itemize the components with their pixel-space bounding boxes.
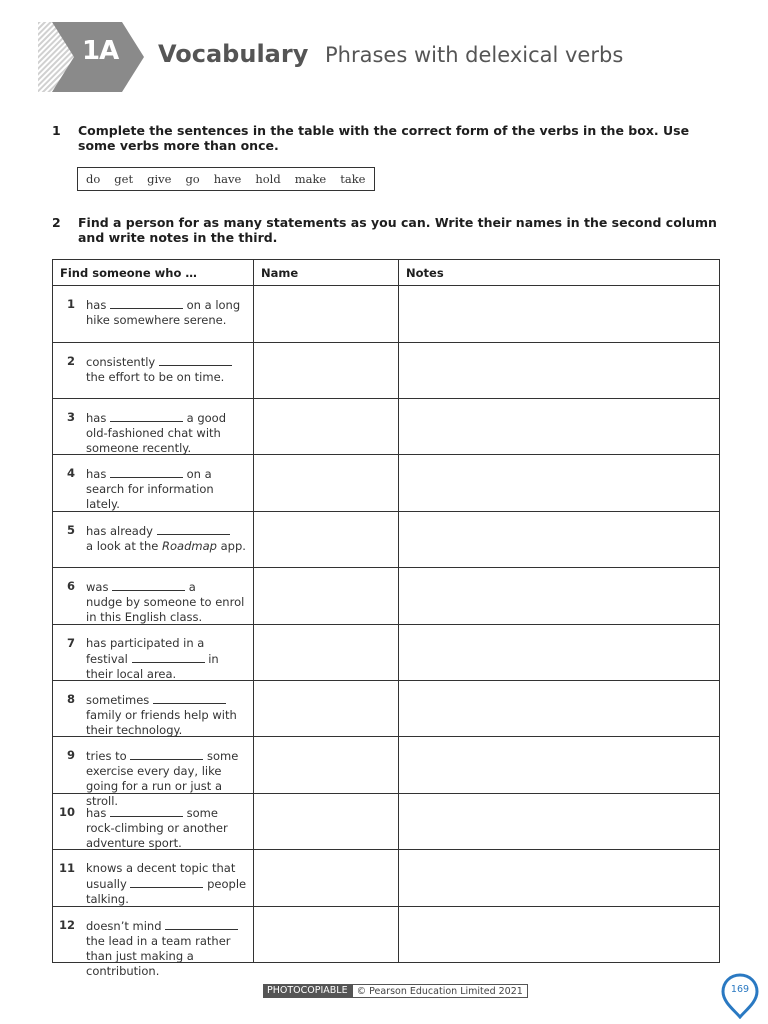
row-number: 7	[66, 636, 75, 650]
name-cell	[254, 286, 399, 343]
name-cell	[254, 343, 399, 399]
table-row	[53, 512, 720, 568]
statement-rest: exercise every day, like going for a run or just a stroll.	[86, 764, 223, 808]
word-box-item: go	[185, 172, 200, 186]
exercise-number: 1	[52, 123, 61, 138]
statement-after: people	[207, 877, 247, 891]
statement-rest: their local area.	[86, 667, 177, 681]
column-header-name: Name	[254, 260, 399, 286]
statement-cell	[53, 568, 254, 625]
statement-before: has	[86, 411, 107, 425]
photocopiable-label: PHOTOCOPIABLE	[263, 984, 352, 998]
statement-after: a	[188, 580, 196, 594]
notes-cell	[399, 512, 720, 568]
statement-rest: nudge by someone to enrol in this English class.	[86, 595, 245, 624]
row-number: 5	[66, 523, 75, 537]
statement-text	[86, 692, 251, 738]
statement-rest: family or friends help with their technology.	[86, 708, 237, 737]
survey-table	[52, 259, 720, 978]
answer-blank	[110, 410, 183, 422]
statement-rest: rock-climbing or another adventure sport.	[86, 821, 228, 850]
table-row	[53, 286, 720, 343]
notes-cell	[399, 907, 720, 963]
row-number: 11	[58, 861, 75, 875]
answer-blank	[110, 297, 183, 309]
statement-rest: the effort to be on time.	[86, 370, 225, 384]
statement-text	[86, 805, 251, 851]
statement-lead: has participated in a	[86, 636, 205, 650]
notes-cell	[399, 399, 720, 455]
statement-text	[86, 918, 251, 979]
page-subtitle: Phrases with delexical verbs	[325, 43, 624, 67]
table-row	[53, 625, 720, 681]
statement-before: has	[86, 298, 107, 312]
map-pin-icon	[721, 973, 759, 1019]
statement-cell	[53, 399, 254, 455]
statement-before: festival	[86, 652, 128, 666]
statement-lead: knows a decent topic that	[86, 861, 236, 875]
row-number: 10	[58, 805, 75, 819]
statement-text	[86, 297, 251, 328]
table-header-row	[53, 260, 720, 286]
unit-number: 1A	[82, 36, 119, 66]
word-box-item: have	[213, 172, 242, 186]
name-cell	[254, 512, 399, 568]
row-number: 8	[66, 692, 75, 706]
statement-before: tries to	[86, 749, 127, 763]
answer-blank	[132, 651, 205, 663]
name-cell	[254, 737, 399, 794]
statement-cell	[53, 455, 254, 512]
name-cell	[254, 568, 399, 625]
statement-text	[86, 861, 251, 907]
statement-after: on a	[186, 467, 212, 481]
table-row	[53, 568, 720, 625]
statement-before: doesn’t mind	[86, 919, 162, 933]
exercise-instruction: Complete the sentences in the table with the correct form of the verbs in the box. Use some verbs more than once.	[78, 123, 690, 153]
statement-cell	[53, 794, 254, 850]
statement-rest: a look at the	[86, 539, 159, 553]
notes-cell	[399, 737, 720, 794]
answer-blank	[110, 805, 183, 817]
statement-after: on a long	[186, 298, 241, 312]
word-box-item: make	[294, 172, 327, 186]
notes-cell	[399, 794, 720, 850]
notes-cell	[399, 850, 720, 907]
statement-rest: hike somewhere serene.	[86, 313, 227, 327]
answer-blank	[153, 692, 226, 704]
row-number: 9	[66, 748, 75, 762]
answer-blank	[159, 354, 232, 366]
word-box-item: do	[86, 172, 101, 186]
row-number: 4	[66, 466, 75, 480]
answer-blank	[157, 523, 230, 535]
page-number-badge	[721, 973, 759, 1019]
row-number: 3	[66, 410, 75, 424]
name-cell	[254, 907, 399, 963]
statement-cell	[53, 512, 254, 568]
statement-rest: app.	[220, 539, 246, 553]
answer-blank	[110, 466, 183, 478]
word-box-item: get	[114, 172, 134, 186]
exercise-number: 2	[52, 215, 61, 230]
statement-cell	[53, 681, 254, 737]
name-cell	[254, 399, 399, 455]
statement-before: has	[86, 467, 107, 481]
statement-text	[86, 579, 251, 625]
notes-cell	[399, 455, 720, 512]
word-box-item: hold	[255, 172, 281, 186]
table-row	[53, 737, 720, 794]
footer	[263, 984, 528, 998]
row-number: 1	[66, 297, 75, 311]
notes-cell	[399, 625, 720, 681]
unit-badge	[38, 22, 158, 92]
statement-before: has	[86, 806, 107, 820]
name-cell	[254, 625, 399, 681]
table-row	[53, 399, 720, 455]
statement-rest: talking.	[86, 892, 129, 906]
copyright-text: © Pearson Education Limited 2021	[352, 984, 528, 998]
word-box-item: give	[147, 172, 172, 186]
statement-before: consistently	[86, 355, 156, 369]
statement-text	[86, 354, 251, 385]
answer-blank	[130, 876, 203, 888]
table-row	[53, 850, 720, 907]
statement-after: a good	[186, 411, 227, 425]
statement-text	[86, 636, 251, 682]
statement-before: sometimes	[86, 693, 150, 707]
name-cell	[254, 681, 399, 737]
row-number: 2	[66, 354, 75, 368]
statement-text	[86, 523, 251, 554]
statement-text	[86, 466, 251, 512]
word-box-item: take	[340, 172, 366, 186]
page-header	[38, 22, 738, 92]
statement-cell	[53, 907, 254, 978]
notes-cell	[399, 568, 720, 625]
statement-cell	[53, 737, 254, 808]
exercise-instruction: Find a person for as many statements as you can. Write their names in the second column and write notes in the third.	[78, 215, 717, 245]
name-cell	[254, 850, 399, 907]
column-header-notes: Notes	[399, 260, 720, 286]
table-row	[53, 681, 720, 737]
column-header-statement: Find someone who …	[53, 260, 254, 286]
statement-before: usually	[86, 877, 127, 891]
answer-blank	[130, 748, 203, 760]
statement-italic: Roadmap	[162, 539, 217, 553]
row-number: 12	[58, 918, 75, 932]
notes-cell	[399, 286, 720, 343]
notes-cell	[399, 681, 720, 737]
statement-cell	[53, 286, 254, 343]
table-row	[53, 794, 720, 850]
statement-after: in	[208, 652, 219, 666]
table-row	[53, 907, 720, 963]
table-row	[53, 455, 720, 512]
statement-rest: the lead in a team rather than just making a contribution.	[86, 934, 231, 978]
page-title: Vocabulary	[158, 40, 309, 68]
statement-before: has already	[86, 524, 153, 538]
notes-cell	[399, 343, 720, 399]
statement-before: was	[86, 580, 109, 594]
answer-blank	[165, 918, 238, 930]
word-box	[77, 167, 375, 191]
name-cell	[254, 455, 399, 512]
table-row	[53, 343, 720, 399]
statement-after: some	[186, 806, 218, 820]
statement-rest: search for information lately.	[86, 482, 214, 511]
answer-blank	[112, 579, 185, 591]
page-number: 169	[730, 984, 750, 995]
statement-rest: old-fashioned chat with someone recently.	[86, 426, 221, 455]
row-number: 6	[66, 579, 75, 593]
statement-cell	[53, 850, 254, 907]
statement-cell	[53, 343, 254, 399]
statement-text	[86, 410, 251, 456]
statement-after: some	[207, 749, 239, 763]
statement-cell	[53, 625, 254, 681]
name-cell	[254, 794, 399, 850]
